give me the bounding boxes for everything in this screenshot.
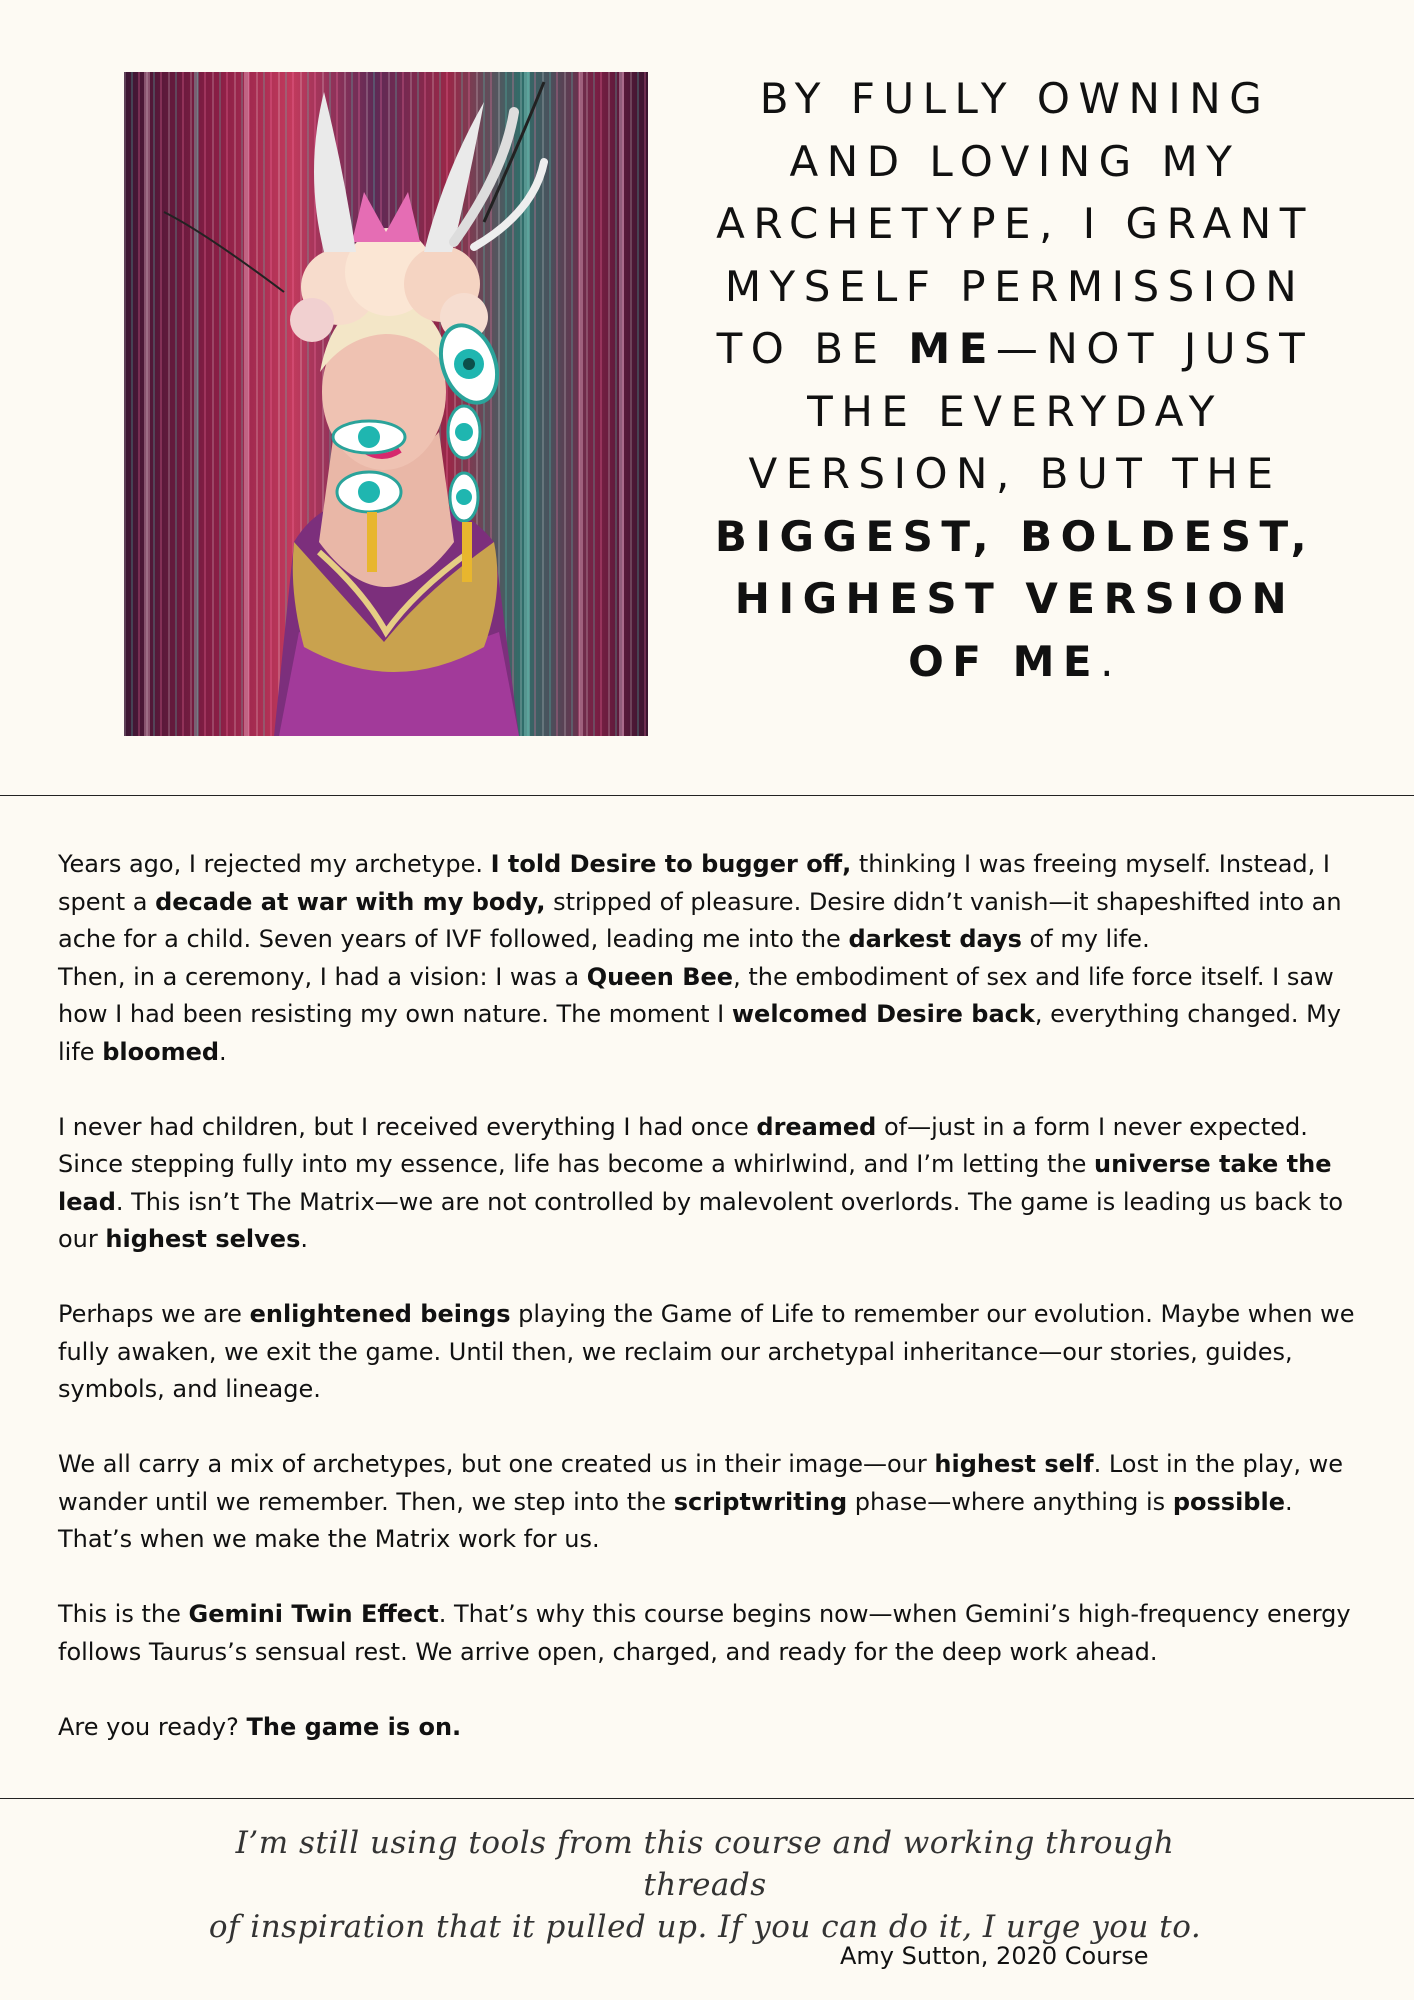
paragraph-1 (58, 846, 1358, 959)
bold-run: darkest days (848, 925, 1022, 953)
paragraph-7 (58, 1709, 1358, 1747)
text-run: of—just in a form I never expected. Since stepping fully into my essence, life has become a whirlwind, and I’m letting the (58, 1112, 1308, 1178)
divider-top (0, 795, 1414, 796)
testimonial-author: Amy Sutton, 2020 Course (840, 1942, 1149, 1970)
text-run: . This isn’t The Matrix—we are not controlled by malevolent overlords. The game is leading us back to our (58, 1187, 1344, 1253)
text-run: , everything changed. My life (58, 1000, 1341, 1066)
quote-text-1: BY FULLY OWNING AND LOVING MY ARCHETYPE, I GRANT MYSELF PERMISSION TO BE (716, 74, 1314, 373)
bold-run: The game is on. (246, 1712, 462, 1741)
text-run: Are you ready? (58, 1712, 247, 1741)
testimonial-line-2: of inspiration that it pulled up. If you can do it, I urge you to. (208, 1909, 1202, 1945)
quote-text-3: . (1100, 636, 1122, 686)
paragraph-4 (58, 1296, 1358, 1409)
text-run: stripped of pleasure. Desire didn’t vanish—it shapeshifted into an ache for a child. Seven years of IVF followed, leading me into the (58, 887, 1342, 953)
text-run: . That’s why this course begins now—when Gemini’s high-frequency energy follows Taurus’s sensual rest. We arrive open, charged, and ready for the deep work ahead. (58, 1600, 1351, 1666)
bold-run: enlightened beings (249, 1300, 511, 1328)
text-run: phase—where anything is (847, 1487, 1173, 1516)
divider-bottom (0, 1798, 1414, 1799)
testimonial-line-1: I’m still using tools from this course and working through threads (235, 1825, 1175, 1903)
paragraph-3 (58, 1109, 1358, 1259)
paragraph-2 (58, 959, 1358, 1072)
bold-run: possible (1172, 1487, 1285, 1516)
text-run: . (219, 1037, 227, 1066)
pull-quote (690, 68, 1340, 693)
quote-emphasis-biggest: BIGGEST, BOLDEST, HIGHEST VERSION OF ME (714, 511, 1316, 686)
portrait-illustration (124, 72, 648, 736)
bold-run: Queen Bee (586, 962, 734, 991)
text-run: I never had children, but I received everything I had once (58, 1112, 757, 1141)
text-run: We all carry a mix of archetypes, but one created us in their image—our (58, 1450, 935, 1478)
portrait-photo (124, 72, 648, 736)
bold-run: dreamed (756, 1112, 877, 1141)
paragraph-5 (58, 1446, 1358, 1559)
text-run: . (300, 1225, 308, 1253)
quote-text-2: —NOT JUST THE EVERYDAY VERSION, BUT THE (748, 324, 1314, 498)
bold-run: Gemini Twin Effect (188, 1600, 439, 1628)
paragraph-6 (58, 1596, 1358, 1671)
testimonial-quote (180, 1822, 1230, 1948)
bold-run: highest self (934, 1450, 1094, 1478)
text-run: of my life. (1021, 925, 1150, 953)
bold-run: scriptwriting (673, 1487, 848, 1516)
bold-run: welcomed Desire back (731, 1000, 1035, 1028)
text-run: , the embodiment of sex and life force itself. I saw how I had been resisting my own nature. The moment I (58, 962, 1334, 1028)
bold-run: I told Desire to bugger off, (490, 850, 852, 878)
bold-run: universe take the lead (58, 1150, 1332, 1216)
text-run: . Lost in the play, we wander until we remember. Then, we step into the (58, 1450, 1343, 1516)
text-run: thinking I was freeing myself. Instead, I spent a (58, 850, 1330, 916)
quote-emphasis-me: ME (908, 324, 996, 373)
bold-run: highest selves (105, 1225, 301, 1253)
bold-run: decade at war with my body, (155, 887, 546, 916)
text-run: . That’s when we make the Matrix work for us. (58, 1487, 1293, 1553)
text-run: playing the Game of Life to remember our evolution. Maybe when we fully awaken, we exit the game. Until then, we reclaim our archetypal inheritance—our stories, guides, symbols, and lineage. (58, 1300, 1355, 1403)
text-run: Years ago, I rejected my archetype. (58, 850, 491, 878)
bold-run: bloomed (102, 1037, 220, 1066)
text-run: Then, in a ceremony, I had a vision: I was a (58, 962, 587, 991)
text-run: This is the (58, 1600, 189, 1628)
text-run: Perhaps we are (58, 1300, 250, 1328)
body-text (58, 846, 1358, 1784)
